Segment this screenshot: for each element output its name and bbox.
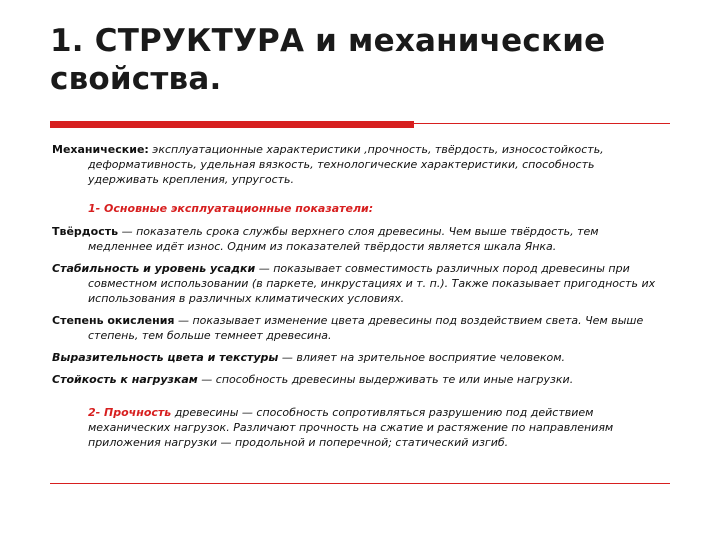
property-text: — способность древесины выдерживать те или иные нагрузки. bbox=[197, 373, 574, 386]
property-item bbox=[52, 261, 660, 306]
property-term: Степень окисления bbox=[52, 314, 175, 327]
intro-paragraph bbox=[52, 142, 660, 187]
strength-lead: 2- Прочность bbox=[88, 406, 172, 419]
property-text: — показатель срока службы верхнего слоя древесины. Чем выше твёрдость, тем медленнее идёт износ. Одним из показателей твёрдости является шкала Янка. bbox=[88, 225, 599, 253]
strength-paragraph bbox=[88, 405, 660, 450]
property-term: Твёрдость bbox=[52, 225, 119, 238]
intro-lead: Механические: bbox=[52, 143, 149, 156]
property-text: — показывает изменение цвета древесины под воздействием света. Чем выше степень, тем больше темнеет древесина. bbox=[88, 314, 644, 342]
bottom-divider-line bbox=[50, 483, 670, 484]
slide-title-line-2: свойства. bbox=[50, 61, 222, 97]
slide-title bbox=[50, 22, 605, 98]
property-item bbox=[52, 350, 660, 365]
property-item bbox=[52, 224, 660, 254]
property-item bbox=[52, 313, 660, 343]
property-term: Стабильность и уровень усадки bbox=[52, 262, 256, 275]
property-text: — влияет на зрительное восприятие человеком. bbox=[278, 351, 566, 364]
slide-body bbox=[52, 142, 660, 450]
section-heading: 1- Основные эксплуатационные показатели: bbox=[88, 202, 374, 215]
strength-text: древесины — способность сопротивляться разрушению под действием механических нагрузок. Различают прочность на сжатие и растяжение по направлениям приложения нагрузки — продольной и поперечной; статический изгиб. bbox=[88, 406, 614, 449]
property-text: — показывает совместимость различных пород древесины при совместном использовании (в паркете, инкрустациях и т. п.). Также показывает пригодность их использования в различных климатических условиях. bbox=[88, 262, 656, 305]
slide-title-line-1: 1. СТРУКТУРА и механические bbox=[50, 23, 606, 59]
property-term: Стойкость к нагрузкам bbox=[52, 373, 198, 386]
top-divider-accent-bar bbox=[50, 121, 414, 128]
intro-text: эксплуатационные характеристики ,прочность, твёрдость, износостойкость, деформативность, удельная вязкость, технологические характеристики, способность удерживать крепления, упругость. bbox=[88, 143, 604, 186]
property-term: Выразительность цвета и текстуры bbox=[52, 351, 279, 364]
property-item bbox=[52, 372, 660, 387]
